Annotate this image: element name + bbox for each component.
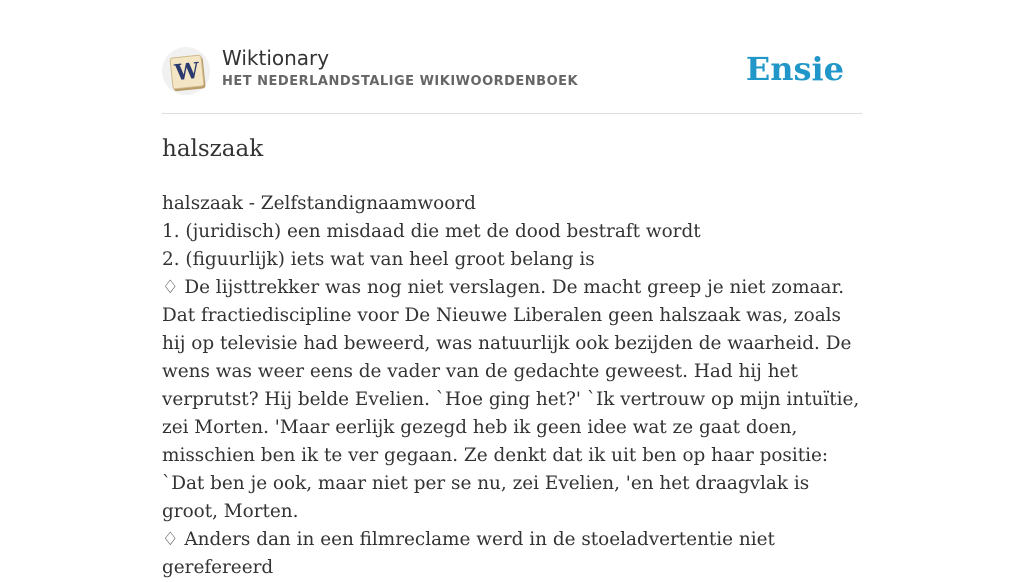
definition-2: 2. (figuurlijk) iets wat van heel groot belang is (162, 249, 595, 270)
entry-heading-line: halszaak - Zelfstandignaamwoord (162, 193, 476, 214)
wiktionary-logo-icon[interactable] (162, 47, 210, 95)
definition-1: 1. (juridisch) een misdaad die met de dood bestraft wordt (162, 221, 701, 242)
example-1: ♢ De lijsttrekker was nog niet verslagen. De macht greep je niet zomaar. Dat fractiediscipline voor De Nieuwe Liberalen geen halszaak was, zoals hij op televisie had beweerd, was natuurlijk ook bezijden de waarheid. De wens was weer eens de vader van de gedachte geweest. Had hij het verprutst? Hij belde Evelien. `Hoe ging het?' `Ik vertrouw op mijn intuïtie, zei Morten. 'Maar eerlijk gezegd heb ik geen idee wat ze gaat doen, misschien ben ik te ver gegaan. Ze denkt dat ik uit ben op haar positie: `Dat ben je ook, maar niet per se nu, zei Evelien, 'en het draagvlak is groot, Morten. (162, 277, 860, 522)
site-subtitle: HET NEDERLANDSTALIGE WIKIWOORDENBOEK (222, 74, 579, 89)
header-divider (162, 113, 862, 114)
ensie-brand-link[interactable]: Ensie (745, 50, 844, 88)
page-title: halszaak (162, 136, 264, 162)
example-2: ♢ Anders dan in een filmreclame werd in de stoeladvertentie niet gerefereerd (162, 529, 775, 578)
entry-content (162, 190, 862, 582)
site-header (162, 44, 862, 96)
site-title[interactable]: Wiktionary (222, 46, 330, 70)
logo-letter: W (169, 54, 204, 89)
